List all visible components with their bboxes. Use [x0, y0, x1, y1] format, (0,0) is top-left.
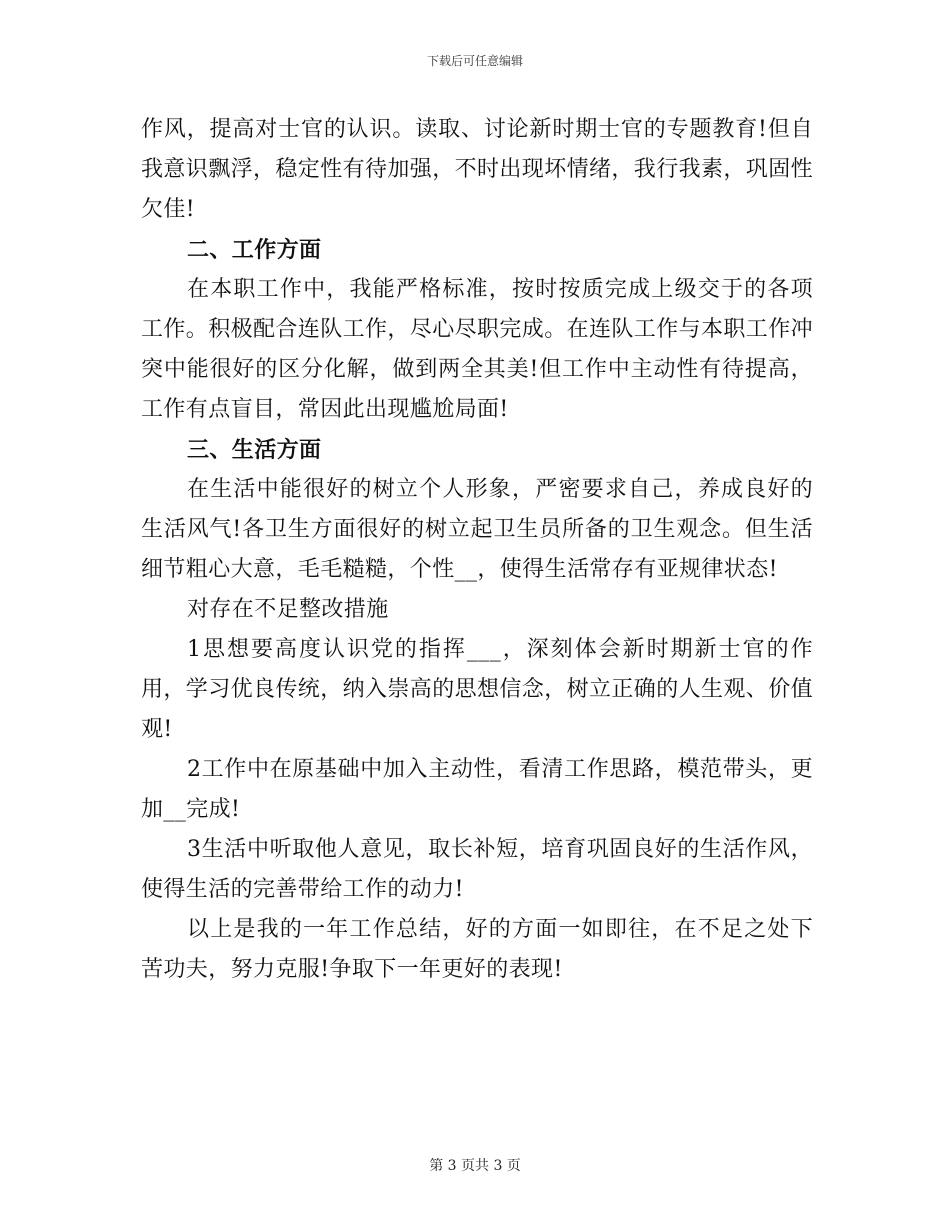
paragraph-conclusion: 以上是我的一年工作总结，好的方面一如即往，在不足之处下苦功夫，努力克服!争取下一年更好的表现! — [141, 917, 813, 982]
paragraph-measure-1: 1思想要高度认识党的指挥___，深刻体会新时期新士官的作用，学习优良传统，纳入崇高的思想信念，树立正确的人生观、价值观! — [141, 637, 814, 742]
paragraph-measure-3: 3生活中听取他人意见，取长补短，培育巩固良好的生活作风，使得生活的完善带给工作的动力! — [141, 837, 813, 902]
paragraph-continuation: 作风，提高对士官的认识。读取、讨论新时期士官的专题教育!但自我意识飘浮，稳定性有待加强，不时出现坏情绪，我行我素，巩固性欠佳! — [141, 117, 814, 222]
paragraph-life: 在生活中能很好的树立个人形象，严密要求自己，养成良好的生活风气!各卫生方面很好的树立起卫生员所备的卫生观念。但生活细节粗心大意，毛毛糙糙，个性__，使得生活常存有亚规律状态! — [141, 477, 813, 582]
section-heading-work: 二、工作方面 — [187, 237, 322, 263]
paragraph-measure-2: 2工作中在原基础中加入主动性，看清工作思路，模范带头，更加__完成! — [141, 757, 813, 822]
paragraph-measures-title: 对存在不足整改措施 — [187, 597, 389, 622]
paragraph-work: 在本职工作中，我能严格标准，按时按质完成上级交于的各项工作。积极配合连队工作，尽心尽职完成。在连队工作与本职工作冲突中能很好的区分化解，做到两全其美!但工作中主动性有待提高，工作有点盲目，常因此出现尴尬局面! — [141, 277, 814, 422]
page-header: 下载后可任意编辑 — [426, 54, 523, 68]
document-body — [141, 110, 813, 990]
page-number: 第 3 页共 3 页 — [429, 1158, 521, 1174]
section-heading-life: 三、生活方面 — [187, 437, 322, 463]
